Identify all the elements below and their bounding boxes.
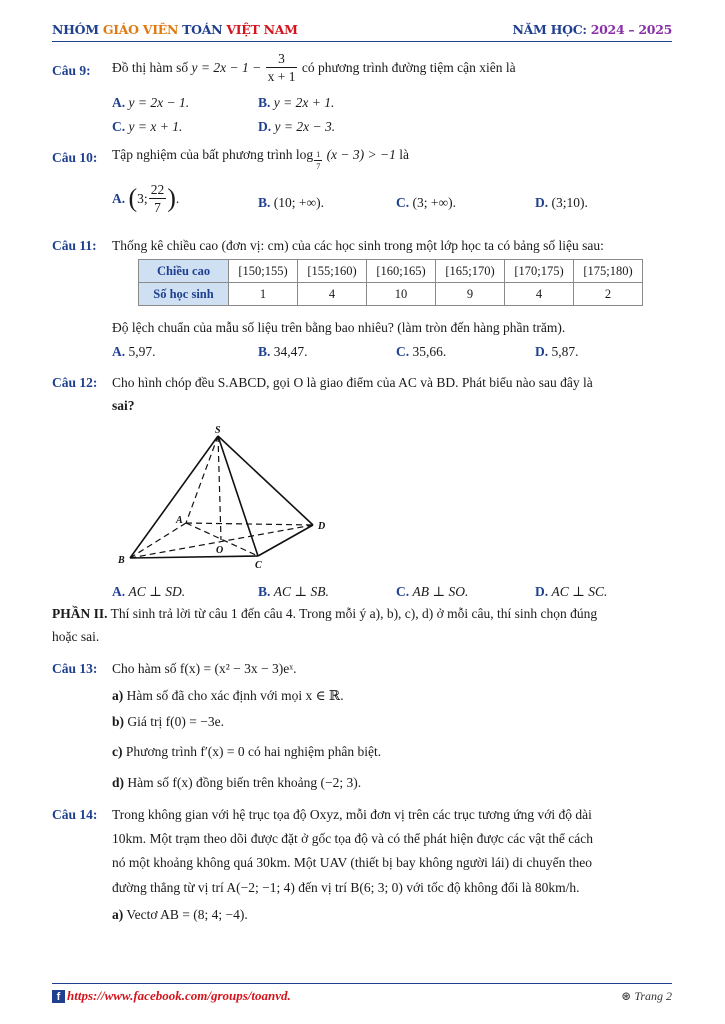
interval-cell: [165;170) — [436, 260, 505, 283]
question-9-stem: Đồ thị hàm số y = 2x − 1 − $\frac{3}{x + 1}$ có phương trình đường tiệm cận xiên là — [112, 51, 516, 84]
part-2-intro-2: hoặc sai. — [52, 629, 100, 644]
height-SO — [218, 436, 221, 540]
page-footer — [52, 983, 672, 1005]
count-cell: 4 — [505, 283, 574, 306]
q10-option-b[interactable]: B. (10; +∞). — [258, 195, 324, 210]
q11-option-b[interactable]: B. 34,47. — [258, 344, 308, 359]
edge-AD — [186, 523, 313, 525]
question-12-stem-2: sai? — [112, 398, 135, 413]
question-12-label: Câu 12: — [52, 375, 98, 390]
facebook-link[interactable]: f https://www.facebook.com/groups/toanvd. — [52, 988, 291, 1004]
q13-item-b[interactable]: b) Giá trị f(0) = −3e. — [112, 714, 224, 729]
interval-cell: [160;165) — [367, 260, 436, 283]
q12-option-b[interactable]: B. AC ⊥ SB. — [258, 584, 329, 599]
page-header — [52, 20, 672, 42]
facebook-icon: f — [52, 990, 65, 1003]
question-14-line-1: Trong không gian với hệ trục tọa độ Oxyz, mỗi đơn vị trên các trục tương ứng với độ dài — [112, 807, 592, 822]
question-11-label: Câu 11: — [52, 238, 97, 253]
log-base: $\frac{1}{7}$ — [316, 150, 321, 171]
question-11-ask: Độ lệch chuẩn của mẫu số liệu trên bằng bao nhiêu? (làm tròn đến hàng phần trăm). — [112, 320, 566, 335]
row-header-count: Số học sinh — [139, 283, 229, 306]
edge-BC — [130, 556, 258, 558]
count-cell: 9 — [436, 283, 505, 306]
question-12-stem: Cho hình chóp đều S.ABCD, gọi O là giao điểm của AC và BD. Phát biểu nào sau đây là — [112, 375, 593, 390]
height-frequency-table — [138, 259, 643, 306]
pyramid-figure — [108, 422, 338, 572]
count-cell: 1 — [229, 283, 298, 306]
vertex-label-A: A — [176, 515, 183, 526]
question-9-label: Câu 9: — [52, 63, 91, 78]
question-11-stem: Thống kê chiều cao (đơn vị: cm) của các học sinh trong một lớp học ta có bảng số liệu sau: — [112, 238, 604, 253]
interval-cell: [150;155) — [229, 260, 298, 283]
question-13-label: Câu 13: — [52, 661, 98, 676]
vertex-label-D: D — [318, 521, 326, 532]
interval-cell: [155;160) — [298, 260, 367, 283]
question-14-line-3: nó một khoảng không quá 30km. Một UAV (thiết bị bay không người lái) di chuyển theo — [112, 855, 593, 870]
interval-cell: [175;180) — [574, 260, 643, 283]
q12-option-a[interactable]: A. AC ⊥ SD. — [112, 584, 186, 599]
table-row — [139, 283, 643, 306]
q9-option-b[interactable]: B. y = 2x + 1. — [258, 95, 335, 110]
fraction: $\frac{3}{x + 1}$ — [267, 51, 296, 84]
question-10-stem: Tập nghiệm của bất phương trình log $\frac{1}{7}$ (x − 3) > −1 là — [112, 147, 410, 171]
count-cell: 4 — [298, 283, 367, 306]
q13-item-d[interactable]: d) Hàm số f(x) đồng biến trên khoảng (−2; 3). — [112, 775, 362, 790]
vertex-label-B: B — [118, 555, 125, 566]
q12-option-c[interactable]: C. AB ⊥ SO. — [396, 584, 469, 599]
question-14-label: Câu 14: — [52, 807, 98, 822]
edge-AB — [130, 523, 186, 558]
page-number: ⊛ Trang 2 — [621, 989, 672, 1003]
q11-option-d[interactable]: D. 5,87. — [535, 344, 579, 359]
q10-option-c[interactable]: C. (3; +∞). — [396, 195, 456, 210]
q13-item-a[interactable]: a) Hàm số đã cho xác định với mọi x ∈ ℝ. — [112, 688, 344, 703]
count-cell: 10 — [367, 283, 436, 306]
edge-CD — [258, 525, 313, 556]
question-13-stem: Cho hàm số f(x) = (x² − 3x − 3)eˣ. — [112, 661, 297, 676]
school-year: NĂM HỌC: 2024 – 2025 — [512, 22, 672, 37]
q9-option-a[interactable]: A. y = 2x − 1. — [112, 95, 190, 110]
question-10-label: Câu 10: — [52, 150, 98, 165]
interval-cell: [170;175) — [505, 260, 574, 283]
q14-item-a[interactable]: a) Vectơ AB = (8; 4; −4). — [112, 907, 248, 922]
q12-option-d[interactable]: D. AC ⊥ SC. — [535, 584, 608, 599]
vertex-label-O: O — [216, 545, 224, 556]
question-14-line-4: đường thẳng từ vị trí A(−2; −1; 4) đến vị trí B(6; 3; 0) với tốc độ không đổi là 80km/h. — [112, 880, 580, 895]
row-header-height: Chiều cao — [139, 260, 229, 283]
vertex-label-S: S — [215, 425, 221, 436]
q9-option-c[interactable]: C. y = x + 1. — [112, 119, 183, 134]
q10-option-a[interactable]: A. (3; $\frac{22}{7}$ ). — [112, 182, 180, 215]
question-14-line-2: 10km. Một trạm theo dõi được đặt ở gốc tọa độ và có thể phát hiện được các vật thể cách — [112, 831, 594, 846]
edge-SB — [130, 436, 218, 558]
q9-option-d[interactable]: D. y = 2x − 3. — [258, 119, 336, 134]
part-2-intro: PHẦN II. Thí sinh trả lời từ câu 1 đến câu 4. Trong mỗi ý a), b), c), d) ở mỗi câu, thí sinh chọn đúng — [52, 606, 598, 621]
edge-SA — [186, 436, 218, 523]
count-cell: 2 — [574, 283, 643, 306]
q11-option-c[interactable]: C. 35,66. — [396, 344, 447, 359]
q13-item-c[interactable]: c) Phương trình f′(x) = 0 có hai nghiệm phân biệt. — [112, 744, 382, 759]
vertex-label-C: C — [255, 560, 262, 571]
group-name: NHÓM GIÁO VIÊN TOÁN VIỆT NAM — [52, 22, 298, 37]
q11-option-a[interactable]: A. 5,97. — [112, 344, 156, 359]
q10-option-d[interactable]: D. (3;10). — [535, 195, 588, 210]
table-row — [139, 260, 643, 283]
